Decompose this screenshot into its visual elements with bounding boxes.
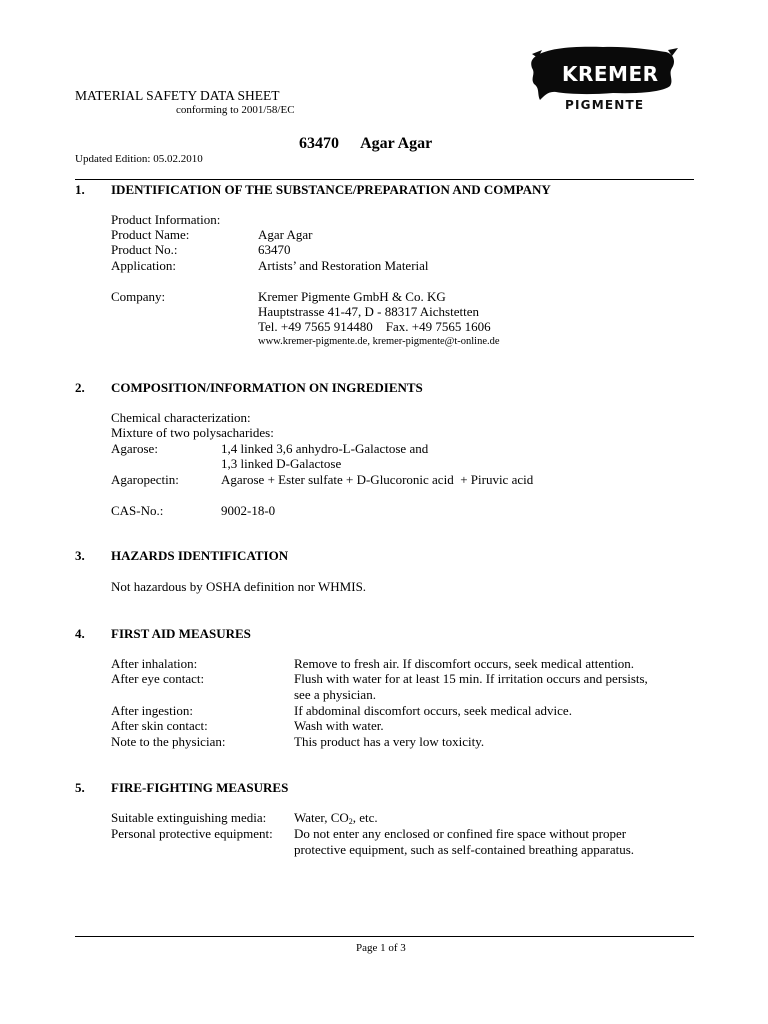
doc-type-title: MATERIAL SAFETY DATA SHEET — [75, 88, 280, 103]
extinguishing-media-label: Suitable extinguishing media: — [111, 810, 267, 825]
ppe-label: Personal protective equipment: — [111, 826, 273, 841]
cas-value: 9002-18-0 — [221, 503, 276, 518]
agarose-label: Agarose: — [111, 441, 158, 456]
ppe-value-1: Do not enter any enclosed or confined fire space without proper — [294, 826, 627, 841]
section-4-title: FIRST AID MEASURES — [111, 626, 251, 641]
agaropectin-value: Agarose + Ester sulfate + D-Glucoronic acid + Piruvic acid — [221, 472, 534, 487]
application-label: Application: — [111, 258, 176, 273]
product-info-label: Product Information: — [111, 212, 221, 227]
company-address: Hauptstrasse 41-47, D - 88317 Aichstetten — [258, 304, 479, 319]
agaropectin-label: Agaropectin: — [111, 472, 179, 487]
extinguishing-media-value-main: Water, CO — [294, 810, 349, 825]
product-name-value: Agar Agar — [258, 227, 313, 242]
physician-note-label: Note to the physician: — [111, 734, 226, 749]
physician-note-value: This product has a very low toxicity. — [294, 734, 485, 749]
eye-contact-label: After eye contact: — [111, 671, 205, 686]
section-4-number: 4. — [75, 626, 85, 641]
product-no-value: 63470 — [258, 242, 291, 257]
section-5-number: 5. — [75, 780, 85, 795]
ingestion-label: After ingestion: — [111, 703, 193, 718]
section-1-number: 1. — [75, 182, 85, 197]
logo-brand-text: KREMER — [562, 62, 659, 86]
eye-contact-value-1: Flush with water for at least 15 min. If irritation occurs and persists, — [294, 671, 648, 686]
skin-contact-value: Wash with water. — [294, 718, 384, 733]
company-phone-fax: Tel. +49 7565 914480 Fax. +49 7565 1606 — [258, 319, 491, 334]
inhalation-value: Remove to fresh air. If discomfort occurs, seek medical attention. — [294, 656, 635, 671]
hazards-text: Not hazardous by OSHA definition nor WHMIS. — [111, 579, 367, 594]
extinguishing-media-value — [294, 810, 378, 826]
cas-label: CAS-No.: — [111, 503, 164, 518]
section-2-title: COMPOSITION/INFORMATION ON INGREDIENTS — [111, 380, 423, 395]
conforming-note: conforming to 2001/58/EC — [176, 104, 295, 116]
product-heading — [299, 135, 432, 153]
mixture-text: Mixture of two polysacharides: — [111, 425, 274, 440]
eye-contact-value-2: see a physician. — [294, 687, 376, 702]
updated-edition: Updated Edition: 05.02.2010 — [75, 153, 203, 165]
section-3-number: 3. — [75, 548, 85, 563]
extinguishing-media-value-tail: , etc. — [352, 810, 378, 825]
ppe-value-2: protective equipment, such as self-contained breathing apparatus. — [294, 842, 635, 857]
header-divider — [75, 179, 694, 180]
section-1-title: IDENTIFICATION OF THE SUBSTANCE/PREPARATION AND COMPANY — [111, 182, 551, 197]
footer-divider — [75, 936, 694, 937]
ingestion-value: If abdominal discomfort occurs, seek medical advice. — [294, 703, 572, 718]
inhalation-label: After inhalation: — [111, 656, 198, 671]
section-2-number: 2. — [75, 380, 85, 395]
chemical-characterization-label: Chemical characterization: — [111, 410, 251, 425]
product-heading-number: 63470 — [299, 135, 339, 152]
product-no-label: Product No.: — [111, 242, 178, 257]
section-3-title: HAZARDS IDENTIFICATION — [111, 548, 289, 563]
section-5-title: FIRE-FIGHTING MEASURES — [111, 780, 289, 795]
application-value: Artists’ and Restoration Material — [258, 258, 429, 273]
agarose-line-1: 1,4 linked 3,6 anhydro-L-Galactose and — [221, 441, 429, 456]
page-number: Page 1 of 3 — [356, 942, 406, 954]
product-heading-name: Agar Agar — [360, 135, 433, 152]
company-label: Company: — [111, 289, 166, 304]
kremer-logo — [528, 42, 678, 120]
company-name: Kremer Pigmente GmbH & Co. KG — [258, 289, 446, 304]
agarose-line-2: 1,3 linked D-Galactose — [221, 456, 342, 471]
product-name-label: Product Name: — [111, 227, 190, 242]
company-web-email: www.kremer-pigmente.de, kremer-pigmente@t-online.de — [258, 336, 500, 347]
co2-subscript: 2 — [348, 817, 353, 826]
logo-sub-text: PIGMENTE — [565, 98, 645, 112]
skin-contact-label: After skin contact: — [111, 718, 208, 733]
